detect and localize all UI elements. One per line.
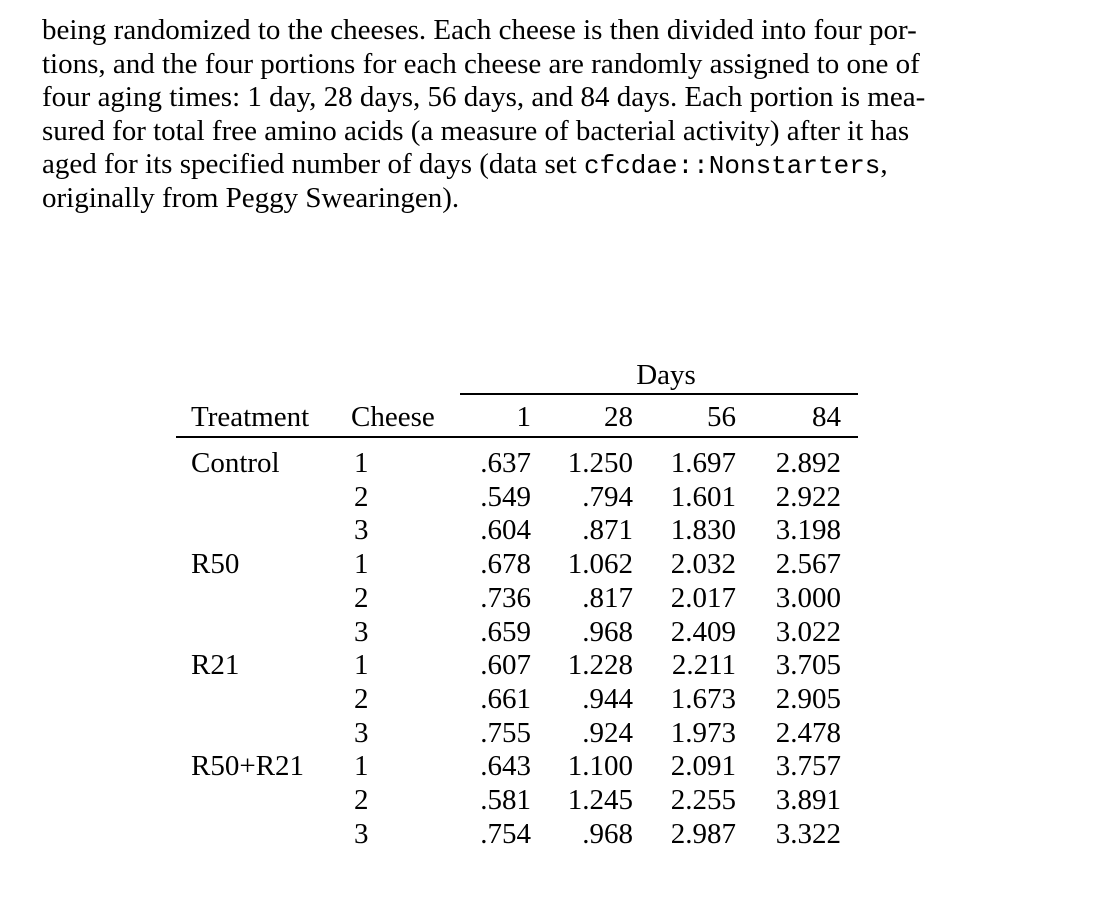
- value-cell: 1.673: [670, 682, 736, 715]
- value-cell: 2.905: [775, 682, 841, 715]
- value-cell: .736: [480, 581, 531, 614]
- cheese-cell: 1: [354, 447, 369, 479]
- value-cell: 2.892: [775, 447, 841, 479]
- paragraph-line: tions, and the four portions for each cheese are randomly assigned to one of: [42, 47, 920, 80]
- value-cell: 2.032: [670, 548, 736, 581]
- header-cheese: Cheese: [351, 401, 435, 433]
- cheese-cell: 1: [354, 750, 369, 783]
- value-cell: .581: [480, 784, 531, 816]
- value-cell: .817: [582, 581, 633, 614]
- value-cell: .944: [582, 682, 633, 715]
- value-cell: .643: [480, 750, 531, 783]
- value-cell: 2.478: [775, 716, 841, 749]
- header-day: 84: [812, 401, 841, 433]
- paragraph-line: [42, 148, 1002, 182]
- value-cell: .968: [582, 615, 633, 648]
- header-day: 28: [604, 401, 633, 433]
- cheese-cell: 2: [354, 784, 369, 816]
- value-cell: 2.255: [670, 784, 736, 816]
- header-day: 1: [516, 401, 531, 433]
- value-cell: 2.211: [671, 649, 736, 682]
- value-cell: 1.601: [670, 480, 736, 513]
- header-treatment: Treatment: [191, 401, 310, 433]
- value-cell: 2.409: [670, 615, 736, 648]
- treatment-cell: R21: [191, 649, 240, 682]
- cheese-cell: 2: [354, 581, 369, 614]
- value-cell: .549: [480, 480, 531, 513]
- data-table: [176, 354, 860, 854]
- paragraph-text: aged for its specified number of days (data set: [42, 148, 584, 181]
- header-day: 56: [707, 401, 736, 433]
- value-cell: 3.757: [775, 750, 841, 783]
- cheese-cell: 2: [354, 682, 369, 715]
- value-cell: 3.705: [775, 649, 841, 682]
- paragraph-line: four aging times: 1 day, 28 days, 56 days, and 84 days. Each portion is mea-: [42, 81, 926, 114]
- value-cell: .637: [480, 447, 531, 479]
- value-cell: .968: [582, 817, 633, 850]
- paragraph-line: being randomized to the cheeses. Each cheese is then divided into four por-: [42, 14, 917, 46]
- value-cell: .871: [582, 514, 633, 547]
- paragraph-text: ,: [880, 148, 888, 181]
- cheese-cell: 3: [354, 514, 369, 547]
- treatment-cell: R50+R21: [191, 750, 305, 783]
- cheese-cell: 2: [354, 480, 369, 513]
- paragraph-line: sured for total free amino acids (a measure of bacterial activity) after it has: [42, 114, 910, 147]
- value-cell: 1.062: [567, 548, 633, 581]
- value-cell: 3.322: [775, 817, 841, 850]
- value-cell: 1.973: [670, 716, 736, 749]
- value-cell: .678: [480, 548, 531, 581]
- value-cell: 1.245: [567, 784, 633, 816]
- value-cell: 2.922: [775, 480, 841, 513]
- value-cell: 1.697: [670, 447, 736, 479]
- value-cell: 3.022: [775, 615, 841, 648]
- cheese-cell: 1: [354, 649, 369, 682]
- value-cell: 1.250: [567, 447, 633, 479]
- value-cell: .924: [582, 716, 633, 749]
- days-spanner-heading: Days: [636, 359, 696, 391]
- header-rule: [176, 436, 858, 438]
- cheese-cell: 1: [354, 548, 369, 581]
- value-cell: .754: [480, 817, 531, 850]
- value-cell: .659: [480, 615, 531, 648]
- value-cell: 2.567: [775, 548, 841, 581]
- value-cell: 3.891: [775, 784, 841, 816]
- value-cell: 3.000: [775, 581, 841, 614]
- treatment-cell: Control: [191, 447, 280, 479]
- value-cell: .607: [480, 649, 531, 682]
- value-cell: 2.987: [670, 817, 736, 850]
- value-cell: 2.091: [670, 750, 736, 783]
- spanner-rule: [460, 393, 858, 395]
- paragraph-line: originally from Peggy Swearingen).: [42, 181, 460, 214]
- value-cell: .604: [480, 514, 531, 547]
- value-cell: 2.017: [670, 581, 736, 614]
- value-cell: .794: [582, 480, 633, 513]
- value-cell: 1.100: [567, 750, 633, 783]
- value-cell: 3.198: [775, 514, 841, 547]
- body-paragraph: [42, 14, 1002, 216]
- cheese-cell: 3: [354, 615, 369, 648]
- value-cell: 1.830: [670, 514, 736, 547]
- value-cell: .755: [480, 716, 531, 749]
- value-cell: .661: [480, 682, 531, 715]
- cheese-cell: 3: [354, 716, 369, 749]
- dataset-code: cfcdae::Nonstarters: [583, 151, 881, 182]
- value-cell: 1.228: [567, 649, 633, 682]
- cheese-cell: 3: [354, 817, 369, 850]
- treatment-cell: R50: [191, 548, 240, 581]
